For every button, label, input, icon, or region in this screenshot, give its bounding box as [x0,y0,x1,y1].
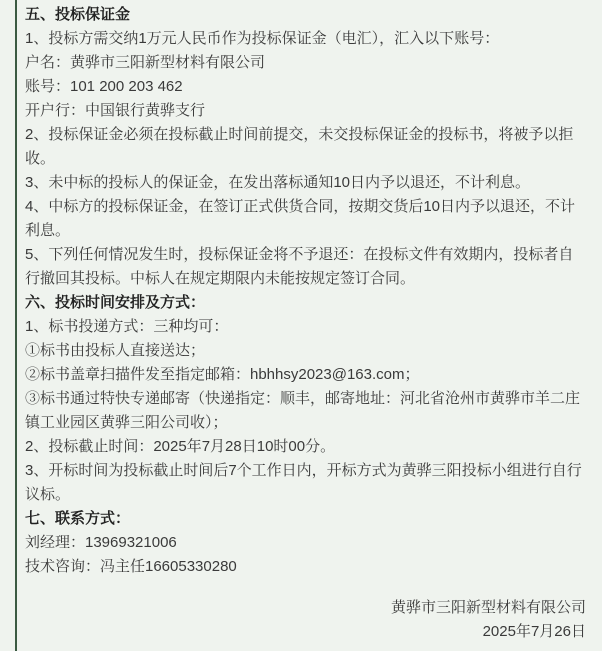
paragraph-bank: 开户行：中国银行黄骅支行 [25,102,206,119]
notice-blockquote [15,0,602,651]
section-schedule-heading: 六、投标时间安排及方式： [25,294,206,311]
paragraph-opening-time: 3、开标时间为投标截止时间后7个工作日内，开标方式为黄骅三阳投标小组进行自行议标。 [25,462,582,503]
signature-date: 2025年7月26日 [482,623,586,640]
paragraph-bond-amount: 1、投标方需交纳1万元人民币作为投标保证金（电汇），汇入以下账号： [25,30,500,47]
paragraph-method-direct: ①标书由投标人直接送达； [25,342,206,359]
paragraph-bond-deadline-rule: 2、投标保证金必须在投标截止时间前提交，未交投标保证金的投标书，将被予以拒收。 [25,126,574,167]
signature-company: 黄骅市三阳新型材料有限公司 [390,599,586,616]
paragraph-account-name: 户名：黄骅市三阳新型材料有限公司 [25,54,266,71]
signature-block [25,596,586,644]
paragraph-contact-technical: 技术咨询：冯主任16605330280 [25,558,237,575]
paragraph-bid-deadline: 2、投标截止时间：2025年7月28日10时00分。 [25,438,336,455]
paragraph-refund-winning-bidder: 4、中标方的投标保证金，在签订正式供货合同，按期交货后10日内予以退还，不计利息。 [25,198,576,239]
section-schedule-method [25,291,586,507]
section-bid-bond [25,3,586,291]
section-bid-bond-heading: 五、投标保证金 [25,6,131,23]
paragraph-account-number: 账号：101 200 203 462 [25,78,183,95]
section-contact [25,507,586,579]
section-contact-heading: 七、联系方式： [25,510,131,527]
paragraph-method-courier: ③标书通过特快专递邮寄（快递指定：顺丰，邮寄地址：河北省沧州市黄骅市羊二庄镇工业园区黄骅三阳公司收）； [25,390,581,431]
paragraph-contact-manager: 刘经理：13969321006 [25,534,177,551]
paragraph-refund-losing-bidder: 3、未中标的投标人的保证金，在发出落标通知10日内予以退还，不计利息。 [25,174,531,191]
paragraph-method-email: ②标书盖章扫描件发至指定邮箱：hbhhsy2023@163.com； [25,366,420,383]
paragraph-forfeit-conditions: 5、下列任何情况发生时，投标保证金将不予退还：在投标文件有效期内，投标者自行撤回其投标。中标人在规定期限内未能按规定签订合同。 [25,246,574,287]
paragraph-delivery-methods: 1、标书投递方式：三种均可： [25,318,229,335]
